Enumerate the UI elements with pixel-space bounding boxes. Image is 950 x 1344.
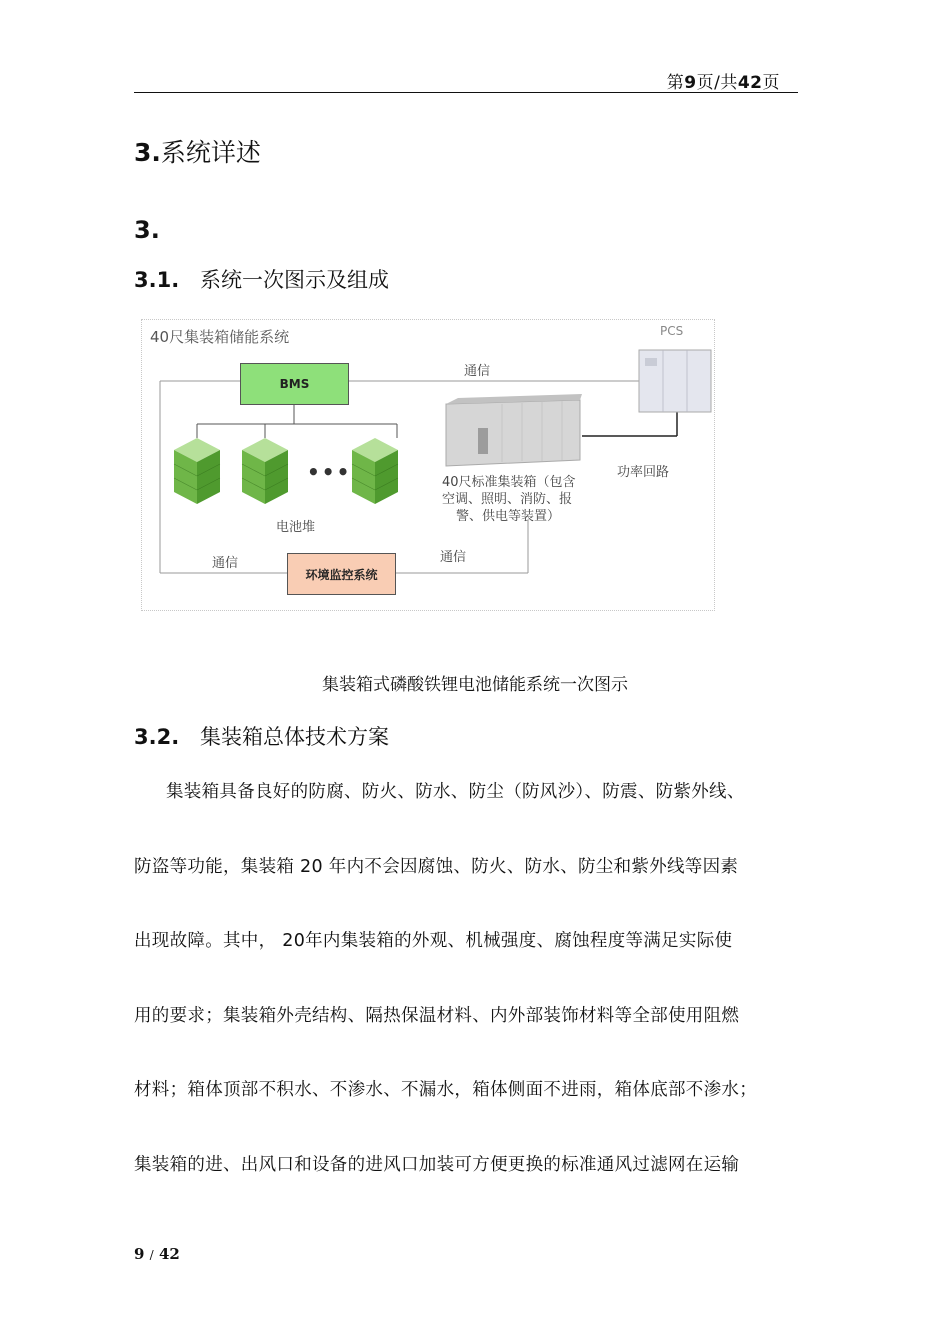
page-footer: 9 / 42 (134, 1245, 180, 1263)
empty-subsection-number: 3. (134, 216, 160, 244)
bms-box: BMS (240, 363, 349, 405)
battery-ellipsis: ••• (307, 460, 352, 484)
subsection-heading-3-1: 3.1. 系统一次图示及组成 (134, 268, 389, 292)
total-page-number: 42 (737, 73, 763, 93)
comm-label-top: 通信 (464, 364, 491, 379)
system-diagram-figure (141, 319, 715, 611)
environment-monitor-box: 环境监控系统 (287, 553, 396, 595)
system-label: 40尺集装箱储能系统 (150, 328, 290, 346)
paragraph-line-1: 集装箱具备良好的防腐、防火、防水、防尘（防风沙）、防震、防紫外线、 (166, 782, 745, 802)
battery-stack-2 (242, 438, 288, 504)
current-page-number: 9 (684, 73, 697, 93)
battery-label: 电池堆 (276, 520, 316, 535)
header-divider (134, 92, 798, 93)
pcs-label: PCS (660, 324, 684, 338)
page-indicator: 第9页/共42页 (666, 73, 780, 93)
section-heading: 3.系统详述 (134, 138, 261, 167)
comm-label-left: 通信 (212, 556, 239, 571)
comm-label-right: 通信 (440, 550, 467, 565)
battery-stack-1 (174, 438, 220, 504)
paragraph-line-5: 材料；箱体顶部不积水、不渗水、不漏水，箱体侧面不进雨，箱体底部不渗水； (134, 1080, 757, 1100)
paragraph-line-6: 集装箱的进、出风口和设备的进风口加装可方便更换的标准通风过滤网在运输 (134, 1155, 740, 1175)
pcs-cabinet-image (639, 350, 711, 412)
power-loop-label: 功率回路 (617, 465, 670, 480)
figure-caption: 集装箱式磷酸铁锂电池储能系统一次图示 (322, 675, 628, 695)
battery-stack-3 (352, 438, 398, 504)
paragraph-line-2: 防盗等功能，集装箱 20 年内不会因腐蚀、防火、防水、防尘和紫外线等因素 (134, 857, 739, 877)
container-image (446, 394, 582, 466)
paragraph-line-3: 出现故障。其中， 20年内集装箱的外观、机械强度、腐蚀程度等满足实际使 (134, 931, 733, 951)
container-description: 40尺标准集装箱（包含 空调、照明、消防、报 警、供电等装置） (442, 475, 576, 524)
paragraph-line-4: 用的要求；集装箱外壳结构、隔热保温材料、内外部装饰材料等全部使用阻燃 (134, 1006, 740, 1026)
subsection-heading-3-2: 3.2. 集装箱总体技术方案 (134, 725, 389, 749)
